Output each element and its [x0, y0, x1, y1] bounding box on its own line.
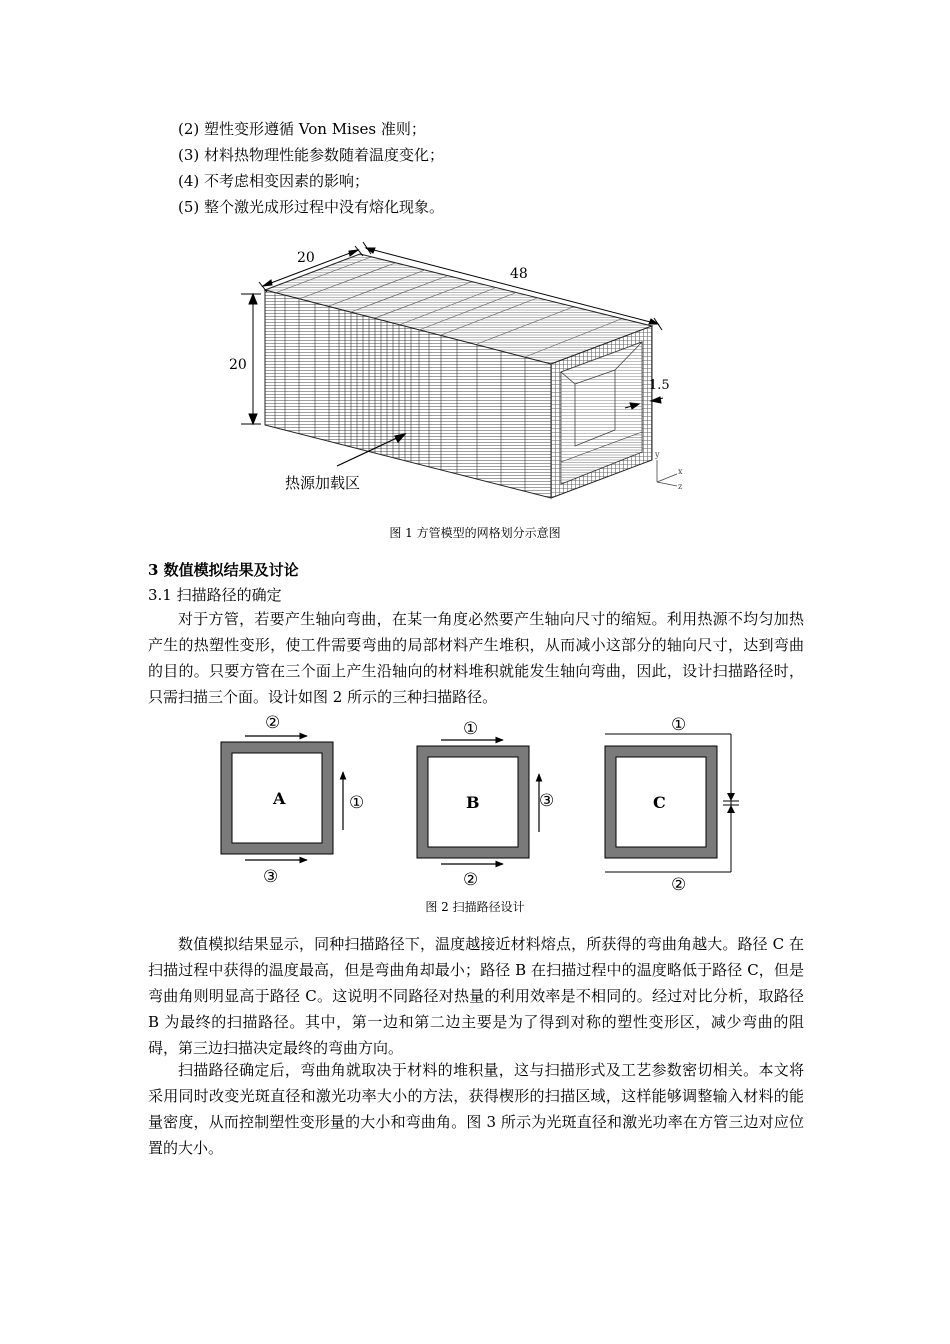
figure-1-tube-mesh [215, 232, 695, 512]
panel-a-letter: A [273, 789, 286, 808]
dim-wall-label: 1.5 [649, 378, 670, 393]
heat-zone-label: 热源加载区 [285, 474, 361, 492]
subsection-heading: 3.1 扫描路径的确定 [148, 586, 282, 604]
scan-path-c [605, 715, 739, 895]
panel-c-letter: C [653, 793, 666, 812]
paragraph-parameters: 扫描路径确定后，弯曲角就取决于材料的堆积量，这与扫描形式及工艺参数密切相关。本文将采用同时改变光斑直径和激光功率大小的方法，获得楔形的扫描区域，这样能够调整输入材料的能量密度，从而控制塑性变形量的大小和弯曲角。图 3 所示为光斑直径和激光功率在方管三边对应位置的大小。 [148, 1061, 804, 1157]
panel-b-side-label: ③ [539, 791, 555, 811]
assumption-list [178, 116, 818, 220]
list-item: (2) 塑性变形遵循 Von Mises 准则； [178, 120, 426, 138]
axis-triad [657, 460, 677, 486]
dim-length-label: 48 [510, 266, 528, 282]
figure-2-scan-paths [215, 708, 755, 898]
figure-1-caption: 图 1 方管模型的网格划分示意图 [389, 526, 561, 540]
paragraph-results: 数值模拟结果显示，同种扫描路径下，温度越接近材料熔点，所获得的弯曲角越大。路径 C 在扫描过程中获得的温度最高，但是弯曲角却最小；路径 B 在扫描过程中的温度略低于路径 C，但是弯曲角则明显高于路径 C。这说明不同路径对热量的利用效率是不相同的。经过对比分析，取路径 B 为最终的扫描路径。其中，第一边和第二边主要是为了得到对称的塑性变形区，减少弯曲的阻碍，第三边扫描决定最终的弯曲方向。 [148, 935, 804, 1057]
panel-a-top-label: ② [265, 713, 281, 733]
list-item: (5) 整个激光成形过程中没有熔化现象。 [178, 198, 445, 216]
panel-b-top-label: ① [463, 719, 479, 739]
panel-a-bottom-label: ③ [263, 867, 279, 887]
section-heading: 3 数值模拟结果及讨论 [148, 561, 299, 579]
list-item: (4) 不考虑相变因素的影响； [178, 172, 370, 190]
scan-path-b [417, 719, 554, 890]
panel-a-side-label: ① [349, 793, 365, 813]
axis-x-label: x [678, 467, 683, 476]
panel-b-letter: B [466, 793, 480, 812]
panel-b-bottom-label: ② [463, 870, 479, 890]
figure-2-caption: 图 2 扫描路径设计 [425, 900, 525, 914]
panel-c-bottom-label: ② [671, 875, 687, 895]
list-item: (3) 材料热物理性能参数随着温度变化； [178, 146, 445, 164]
panel-c-top-label: ① [671, 715, 687, 735]
dim-width-label: 20 [297, 250, 315, 266]
dim-height-label: 20 [229, 357, 247, 373]
axis-z-label: z [678, 482, 683, 491]
scan-path-a [221, 713, 364, 887]
axis-y-label: y [655, 450, 660, 459]
paragraph-scan-design: 对于方管，若要产生轴向弯曲，在某一角度必然要产生轴向尺寸的缩短。利用热源不均匀加热产生的热塑性变形，使工件需要弯曲的局部材料产生堆积，从而减小这部分的轴向尺寸，达到弯曲的目的。只要方管在三个面上产生沿轴向的材料堆积就能发生轴向弯曲，因此，设计扫描路径时，只需扫描三个面。设计如图 2 所示的三种扫描路径。 [148, 610, 804, 706]
